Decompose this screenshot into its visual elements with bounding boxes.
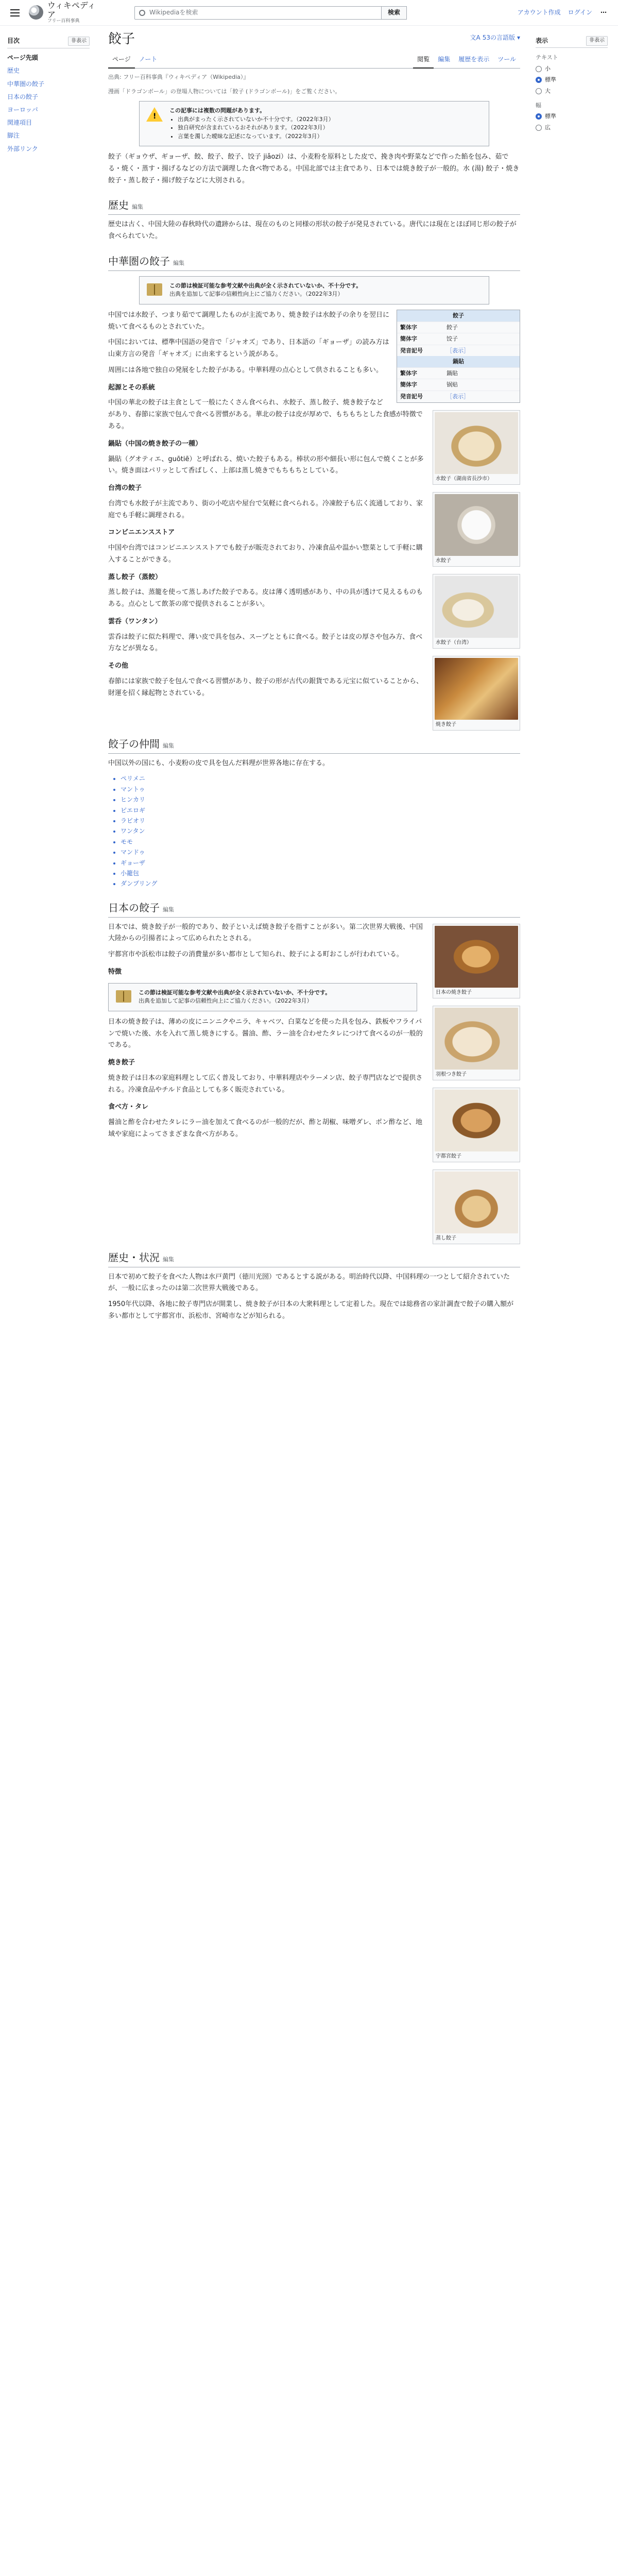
option-label: 広 (545, 124, 551, 131)
infobox-header: 餃子 (397, 310, 520, 321)
appearance-header (536, 36, 608, 48)
infobox-key: 発音記号 (400, 393, 423, 400)
notice-text: 出典を追加して記事の信頼性向上にご協力ください。（2022年3月） (169, 291, 344, 298)
toc-item[interactable]: 関連項目 (7, 119, 32, 127)
convenience-paragraph: 中国や台湾ではコンビニエンスストアでも餃子が販売されており、冷凍食品や温かい惣菜として手軽に購入することができる。 (108, 544, 423, 564)
language-icon: 文A (470, 34, 480, 41)
edit-link[interactable]: 編集 (163, 906, 174, 913)
thumbnail[interactable] (433, 574, 520, 649)
toc-item[interactable]: 脚注 (7, 132, 20, 140)
list-item[interactable]: • モモ (121, 837, 520, 847)
history-paragraph: 歴史は古く、中国大陸の春秋時代の遺跡からは、現在のものと同様の形状の餃子が発見されている。唐代には現在とほぼ同じ形の餃子が食べられていた。 (108, 221, 517, 241)
chevron-down-icon: ▾ (517, 34, 520, 41)
notice-title: この節は検証可能な参考文献や出典が全く示されていないか、不十分です。 (169, 282, 362, 289)
user-links (518, 8, 608, 18)
thumbnail-caption: 焼き餃子 (436, 721, 456, 727)
main-menu-icon[interactable] (7, 5, 23, 21)
subsection-convenience: コンビニエンスストア (108, 529, 175, 537)
intro-paragraph: 餃子（ギョウザ、ギョーザ、餃、餃子、餃子、饺子 jiǎozi）は、小麦粉を原料とした皮で、挽き肉や野菜などで作った餡を包み、茹でる・焼く・蒸す・揚げるなどの方法で調理した食べ物である。中国北部では主食であり、日本では焼き餃子が一般的。水 (湯) 餃子・焼き餃子・蒸し餃子・揚げ餃子などに大別される。 (108, 153, 520, 184)
appearance-panel (536, 36, 608, 134)
subsection-feature: 特徴 (108, 968, 122, 976)
toc-item[interactable]: 日本の餃子 (7, 93, 39, 100)
create-account-link[interactable]: アカウント作成 (517, 8, 561, 16)
thumbnail[interactable] (433, 1088, 520, 1162)
subsection-taiwan: 台湾の餃子 (108, 484, 142, 493)
wonton-paragraph: 雲呑は餃子に似た料理で、薄い皮で具を包み、スープとともに食べる。餃子とは皮の厚さや包み方、食べ方などが異なる。 (108, 633, 423, 653)
list-item[interactable]: • ペリメニ (121, 773, 520, 784)
other-paragraph: 春節には家族で餃子を包んで食べる習慣があり、餃子の形が古代の銀貨である元宝に似ていることから、財運を招く縁起物とされている。 (108, 677, 423, 697)
option-row[interactable] (536, 87, 608, 96)
dumpling-image (435, 1008, 518, 1070)
infobox-key: 発音記号 (400, 347, 423, 354)
notice-title: この記事には複数の問題があります。 (169, 107, 266, 114)
list-item[interactable]: • ワンタン (121, 826, 520, 836)
edit-link[interactable]: 編集 (163, 742, 174, 749)
list-item[interactable]: • ヒンカリ (121, 794, 520, 805)
subsection-other: その他 (108, 662, 129, 670)
sauce-paragraph: 醤油と酢を合わせたタレにラー油を加えて食べるのが一般的だが、酢と胡椒、味噌ダレ、ポン酢など、地域や家庭によってさまざまな食べ方がある。 (108, 1118, 422, 1138)
dumpling-image (435, 494, 518, 556)
wikipedia-logo[interactable] (29, 1, 104, 24)
tab-page[interactable]: ページ (108, 53, 135, 69)
notice-title: この節は検証可能な参考文献や出典が全く示されていないか、不十分です。 (139, 989, 331, 996)
subsection-guotie: 鍋貼（中国の焼き餃子の一種） (108, 439, 202, 448)
toc-item[interactable]: 外部リンク (7, 145, 38, 152)
radio-button[interactable] (536, 66, 542, 72)
notice-item: • 独自研究が含まれているおそれがあります。（2022年3月） (178, 124, 334, 132)
list-item[interactable]: • ラビオリ (121, 816, 520, 826)
logo-sub-text: フリー百科事典 (47, 19, 80, 24)
search-placeholder: Wikipediaを検索 (149, 8, 198, 16)
subsection-steamed: 蒸し餃子（蒸餃） (108, 573, 162, 581)
radio-button[interactable] (536, 77, 542, 83)
thumbnail-caption: 水餃子 (436, 557, 451, 564)
infobox-value: 餃子 (447, 324, 458, 331)
thumbnail-caption: 日本の焼き餃子 (436, 989, 472, 995)
subsection-sauce: 食べ方・タレ (108, 1103, 149, 1111)
origin-paragraph: 中国の華北の餃子は主食として一般にたくさん食べられ、水餃子、蒸し餃子、焼き餃子などがあり、春節に家族で包んで食べる習慣がある。華北の餃子は皮が厚めで、もちもちとした食感が特徴である。 (108, 399, 423, 430)
dumpling-image (435, 926, 518, 988)
toc-title: 目次 (7, 37, 20, 44)
option-label: 小 (545, 65, 551, 72)
appearance-hide-button[interactable]: 非表示 (586, 36, 608, 46)
toc-hide-button[interactable]: 非表示 (68, 37, 90, 46)
subsection-origin: 起源とその系統 (108, 383, 156, 392)
japan-history-paragraph: 日本で初めて餃子を食べた人物は水戸黄門（徳川光圀）であるとする説がある。明治時代以降、中国料理の一つとして紹介されていたが、一般に広まったのは第二次世界大戦後である。 (108, 1273, 510, 1293)
infobox-row (397, 333, 520, 345)
page-title: 餃子 (108, 31, 135, 47)
notice-text: 出典を追加して記事の信頼性向上にご協力ください。（2022年3月） (139, 997, 313, 1005)
section-japan-history: 歴史・状況 編集 (108, 1249, 520, 1267)
page-tabs (108, 53, 520, 69)
option-row[interactable] (536, 75, 608, 84)
option-row[interactable] (536, 123, 608, 132)
tab-talk[interactable]: ノート (139, 55, 158, 63)
globe-icon (29, 5, 43, 20)
more-options-icon[interactable]: ⋯ (600, 8, 607, 16)
notice-item: • 出典がまったく示されていないか不十分です。（2022年3月） (178, 115, 334, 124)
infobox-value: 饺子 (447, 335, 458, 343)
infobox-row (397, 367, 520, 379)
japan-paragraph: 日本では、焼き餃子が一般的であり、餃子といえば焼き餃子を指すことが多い。第二次世界大戦後、中国大陸からの引揚者によって広められたとされる。 (108, 923, 423, 943)
thumbnail[interactable] (433, 924, 520, 998)
from-wikipedia: 出典: フリー百科事典『ウィキペディア（Wikipedia）』 (108, 73, 249, 80)
infobox-row (397, 379, 520, 391)
edit-link[interactable]: 編集 (132, 204, 143, 211)
thumbnail[interactable] (433, 410, 520, 485)
infobox-value: 锅贴 (447, 381, 458, 388)
china-paragraph: 周囲には各地で独自の発展をした餃子がある。中華料理の点心として供されることも多い。 (108, 366, 383, 374)
section-japan: 日本の餃子 編集 (108, 900, 520, 918)
subsection-wonton: 雲呑（ワンタン） (108, 617, 162, 625)
text-size-group: テキスト (536, 54, 558, 61)
article (108, 31, 520, 1327)
thumbnail-caption: 蒸し餃子 (436, 1235, 456, 1241)
book-icon (146, 282, 163, 297)
option-label: 標準 (545, 113, 556, 120)
subsection-yaki-gyoza: 焼き餃子 (108, 1059, 135, 1067)
option-label: 標準 (545, 76, 556, 83)
thumbnail-caption: 羽根つき餃子 (436, 1071, 467, 1077)
infobox (397, 310, 520, 403)
infobox-row (397, 391, 520, 402)
infobox-key: 繁体字 (400, 369, 417, 377)
infobox-key: 繁体字 (400, 324, 417, 331)
section-relatives: 餃子の仲間 編集 (108, 736, 520, 754)
search-form (134, 6, 407, 20)
infobox-key: 簡体字 (400, 335, 417, 343)
book-icon (115, 989, 132, 1004)
toc-item[interactable]: ヨーロッパ (7, 106, 38, 113)
yaki-gyoza-paragraph: 焼き餃子は日本の家庭料理として広く普及しており、中華料理店やラーメン店、餃子専門店などで提供される。冷凍食品やチルド食品としても多く販売されている。 (108, 1074, 423, 1094)
list-item[interactable]: • マンドゥ (121, 847, 520, 857)
steamed-paragraph: 蒸し餃子は、蒸籠を使って蒸しあげた餃子である。皮は薄く透明感があり、中の具が透けて見えるものもある。点心として飲茶の席で提供されることが多い。 (108, 588, 423, 608)
toc-item[interactable]: 中華圏の餃子 (7, 80, 45, 88)
tab-tools[interactable]: ツール (497, 55, 516, 63)
toc-item[interactable]: ページ先頭 (7, 54, 38, 62)
option-label: 大 (545, 87, 551, 94)
option-row[interactable] (536, 112, 608, 121)
infobox-row (397, 321, 520, 333)
section-china: 中華圏の餃子 編集 (108, 253, 520, 271)
appearance-title: 表示 (536, 37, 548, 44)
site-header (0, 0, 618, 26)
issues-notice (139, 101, 489, 146)
toc-header (7, 36, 90, 48)
tab-history[interactable]: 履歴を表示 (458, 55, 490, 63)
edit-link[interactable]: 編集 (163, 1256, 174, 1263)
dumpling-image (435, 576, 518, 638)
infobox-header: 鍋貼 (397, 356, 520, 367)
list-item[interactable]: • ピエロギ (121, 805, 520, 816)
feature-paragraph: 日本の焼き餃子は、薄めの皮にニンニクやニラ、キャベツ、白菜などを使った具を包み、鉄板やフライパンで焼いた後、水を入れて蒸し焼きにする。醤油、酢、ラー油を合わせたタレにつけて食べるのが一般的である。 (108, 1018, 423, 1049)
show-toggle[interactable]: ［表示］ (447, 347, 469, 354)
search-button[interactable]: 検索 (382, 6, 407, 20)
search-input[interactable] (134, 6, 382, 20)
dumpling-image (435, 412, 518, 474)
thumbnail[interactable] (433, 656, 520, 731)
notice-item: • 言葉を濁した曖昧な記述になっています。（2022年3月） (178, 132, 334, 141)
option-row[interactable] (536, 64, 608, 74)
guotie-paragraph: 鍋貼（グオティエ、guōtiē）と呼ばれる、焼いた餃子もある。棒状の形や細長い形に包んで焼くことが多い。焼き面はパリッとして香ばしく、上部は蒸し焼きでもちもちとしている。 (108, 455, 424, 475)
thumbnail[interactable] (433, 1006, 520, 1080)
logo-main-text: ウィキペディア (47, 0, 96, 20)
japan-history-paragraph: 1950年代以降、各地に餃子専門店が開業し、焼き餃子が日本の大衆料理として定着した。現在では総務省の家計調査で餃子の購入額が多い都市として宇都宮市、浜松市、宮崎市などが知られる。 (108, 1300, 514, 1320)
list-item[interactable]: • マントゥ (121, 784, 520, 794)
show-toggle[interactable]: ［表示］ (447, 393, 469, 400)
infobox-key: 簡体字 (400, 381, 417, 388)
tab-edit[interactable]: 編集 (438, 55, 451, 63)
login-link[interactable]: ログイン (568, 8, 592, 16)
thumbnail-caption: 水餃子（台湾） (436, 639, 472, 646)
relatives-paragraph: 中国以外の国にも、小麦粉の皮で具を包んだ料理が世界各地に存在する。 (108, 759, 330, 767)
list-item[interactable]: • 小籠包 (121, 868, 520, 878)
tab-read[interactable]: 閲覧 (413, 53, 434, 69)
thumbnail-caption: 宇都宮餃子 (436, 1153, 461, 1159)
warning-icon: ! (146, 107, 163, 122)
relatives-list (121, 773, 520, 889)
list-item[interactable]: • ダンプリング (121, 878, 520, 889)
china-paragraph: 中国においては、標準中国語の発音で「ジャオズ」であり、日本語の「ギョーザ」の読み方は山東方言の発音「ギャオズ」に由来するという説がある。 (108, 338, 389, 359)
width-group: 幅 (536, 101, 541, 109)
radio-button[interactable] (536, 88, 542, 94)
language-count: 53の言語版 (482, 34, 515, 41)
radio-button[interactable] (536, 125, 542, 131)
list-item[interactable]: • ギョーザ (121, 858, 520, 868)
sources-notice (139, 276, 489, 304)
china-paragraph: 中国では水餃子、つまり茹でて調理したものが主流であり、焼き餃子は水餃子の余りを翌日に焼いて食べるものとされていた。 (108, 311, 390, 331)
infobox-row (397, 345, 520, 357)
radio-button[interactable] (536, 113, 542, 120)
edit-link[interactable]: 編集 (173, 259, 184, 266)
taiwan-paragraph: 台湾でも水餃子が主流であり、街の小吃店や屋台で気軽に食べられる。冷凍餃子も広く流通しており、家庭でも手軽に調理される。 (108, 499, 423, 519)
language-button[interactable] (470, 33, 520, 43)
section-history: 歴史 編集 (108, 197, 520, 215)
japan-paragraph: 宇都宮市や浜松市は餃子の消費量が多い都市として知られ、餃子による町おこしが行われている。 (108, 951, 403, 959)
dumpling-image (435, 658, 518, 720)
dumpling-image (435, 1090, 518, 1151)
sources-notice (108, 983, 417, 1011)
infobox-value: 鍋貼 (447, 369, 458, 377)
dumpling-image (435, 1172, 518, 1233)
thumbnail-caption: 水餃子（湖南省長沙市） (436, 476, 492, 482)
table-of-contents (7, 36, 90, 156)
hatnote: 漫画「ドラゴンボール」の登場人物については「餃子 (ドラゴンボール)」をご覧ください。 (108, 88, 341, 95)
thumbnail[interactable] (433, 492, 520, 567)
search-icon (139, 10, 145, 16)
toc-item[interactable]: 歴史 (7, 67, 20, 75)
thumbnail[interactable] (433, 1170, 520, 1244)
